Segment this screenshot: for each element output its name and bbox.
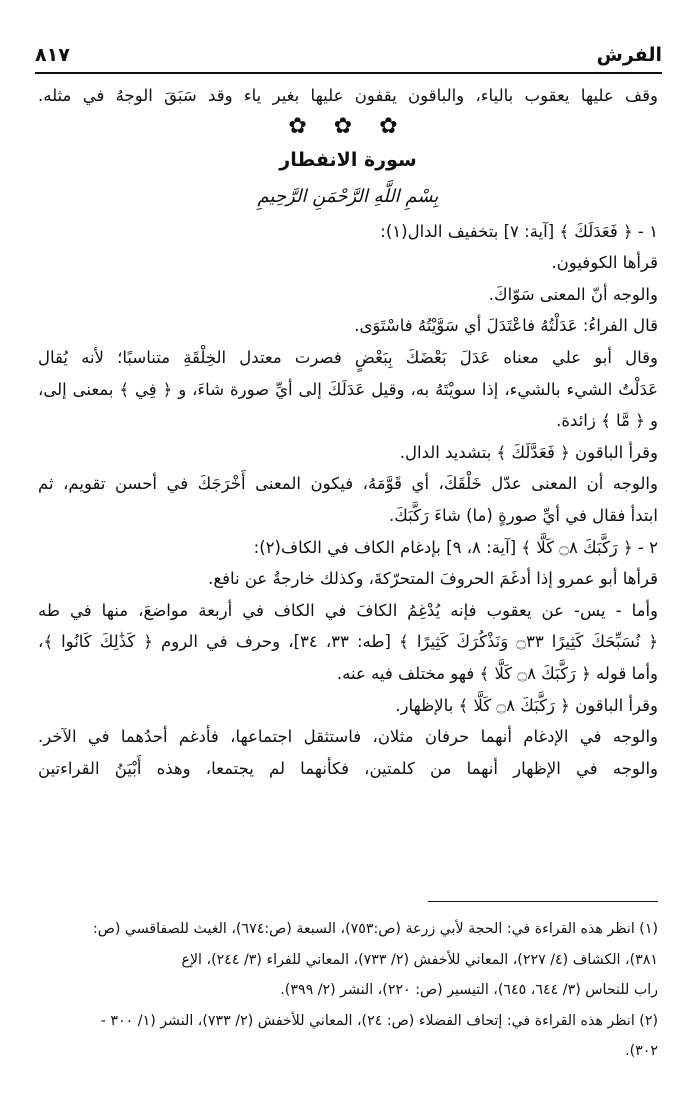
text-line: وقال أبو علي معناه عَدَلَ بَعْضَكَ بِبَعْضٍ فصرت معتدل الخِلْقَةِ متناسبًا؛ لأنه يُقال: [38, 347, 658, 367]
text-line: ٢ - ﴿ رَكَّبَكَ ۝٨ كَلَّا ﴾ [آية: ٨، ٩] بإدغام الكاف في الكاف(٢):: [253, 537, 658, 557]
text-line: والوجه أنّ المعنى سَوّاكَ.: [488, 284, 658, 304]
text-line: وقرأ الباقون ﴿ فَعَدَّلَكَ ﴾ بتشديد الدال.: [399, 442, 658, 462]
header-rule: [35, 72, 662, 74]
text-line: وأما قوله ﴿ رَكَّبَكَ ۝٨ كَلَّا ﴾ فهو مختلف فيه عنه.: [336, 663, 658, 683]
footnote-line: ٣٨١)، الكشاف (٤/ ٢٢٧)، المعاني للأخفش (٢/ ٧٣٣)، المعاني للفراء (٣/ ٢٤٤)، الإع: [181, 951, 658, 968]
footnote-line: راب للنحاس (٣/ ٦٤٤، ٦٤٥)، التيسير (ص: ٢٢٠)، النشر (٢/ ٣٩٩).: [280, 982, 658, 998]
text-line: و ﴿ مَّا ﴾ زائدة.: [556, 411, 658, 431]
text-line: قرأها أبو عمرو إذا أدغَمَ الحروفَ المتحرّكةَ، وكذلك خارجةُ عن نافع.: [208, 569, 658, 589]
page-header: [35, 44, 662, 72]
footnotes: [32, 914, 658, 1067]
text-line: قرأها الكوفيون.: [551, 253, 658, 273]
footnote-line: (١) انظر هذه القراءة في: الحجة لأبي زرعة (ص:٧٥٣)، السبعة (ص:٦٧٤)، الغيث للصفاقسي (ص:: [92, 921, 658, 937]
text-line: عَدَلْتُ الشيء بالشيء، إذا سويْتَهُ به، وقيل عَدَلَكَ إلى أيِّ صورة شاءَ، و ﴿ فِي ﴾ بمعنى إلى،: [38, 379, 658, 399]
text-line: ابتدأ فقال في أيِّ صورةٍ (ما) شاءَ رَكَّبَكَ.: [389, 505, 658, 525]
text-line: والوجه أن المعنى عدّل خَلْقَكَ، أي قَوَّمَهُ، فيكون المعنى أَخْرَجَكَ في أحسن تقويم، ثم: [38, 474, 658, 494]
ornament-divider: ✿ ✿ ✿: [288, 113, 408, 139]
text-line: وقرأ الباقون ﴿ رَكَّبَكَ ۝٨ كَلَّا ﴾ بالإظهار.: [395, 695, 658, 715]
footnote-line: (٢) انظر هذه القراءة في: إتحاف الفضلاء (ص: ٢٤)، المعاني للأخفش (٢/ ٧٣٣)، النشر (١/ ٣٠٠ -: [100, 1012, 658, 1029]
basmala: بِسْمِ اللَّهِ الرَّحْمَنِ الرَّحِيمِ: [257, 185, 439, 207]
footnote-line: ٣٠٢).: [625, 1043, 658, 1059]
text-line: وأما - يس- عن يعقوب فإنه يُدْغِمُ الكافَ في الكاف في أربعة مواضعَ، منها في طه: [38, 600, 658, 620]
footnote-separator: [428, 901, 658, 902]
text-line: ١ - ﴿ فَعَدَلَكَ ﴾ [آية: ٧] بتخفيف الدال(١):: [380, 221, 658, 241]
surah-title: سورة الانفطار: [279, 148, 417, 171]
text-line: والوجه في الإدغام أنهما حرفان مثلان، فاستثقل اجتماعها، فأدغم أحدُهما في الآخر.: [38, 727, 658, 747]
page-number: ٨١٧: [35, 44, 70, 66]
main-text: [38, 80, 658, 784]
running-title: الفرش: [596, 44, 662, 66]
text-line: وقف عليها يعقوب بالياء، والباقون يقفون عليها بغير ياء وقد سَبَقَ الوجهُ في مثله.: [38, 86, 658, 105]
text-line: ﴿ نُسَبِّحَكَ كَثِيرًا ۝٣٣ وَنَذْكُرَكَ كَثِيرًا ﴾ [طه: ٣٣، ٣٤]، وحرف في الروم ﴿ كَذَٰلِكَ كَانُوا ﴾،: [38, 632, 658, 652]
text-line: قال الفراءُ: عَدَلْتُهُ فاعْتَدَلَ أي سَوَّيْتُهُ فاسْتَوَى.: [354, 316, 658, 336]
text-line: والوجه في الإظهار أنهما من كلمتين، فكأنهما لم يجتمعا، وهذه أَبْيَنُ القراءتين: [38, 758, 658, 778]
